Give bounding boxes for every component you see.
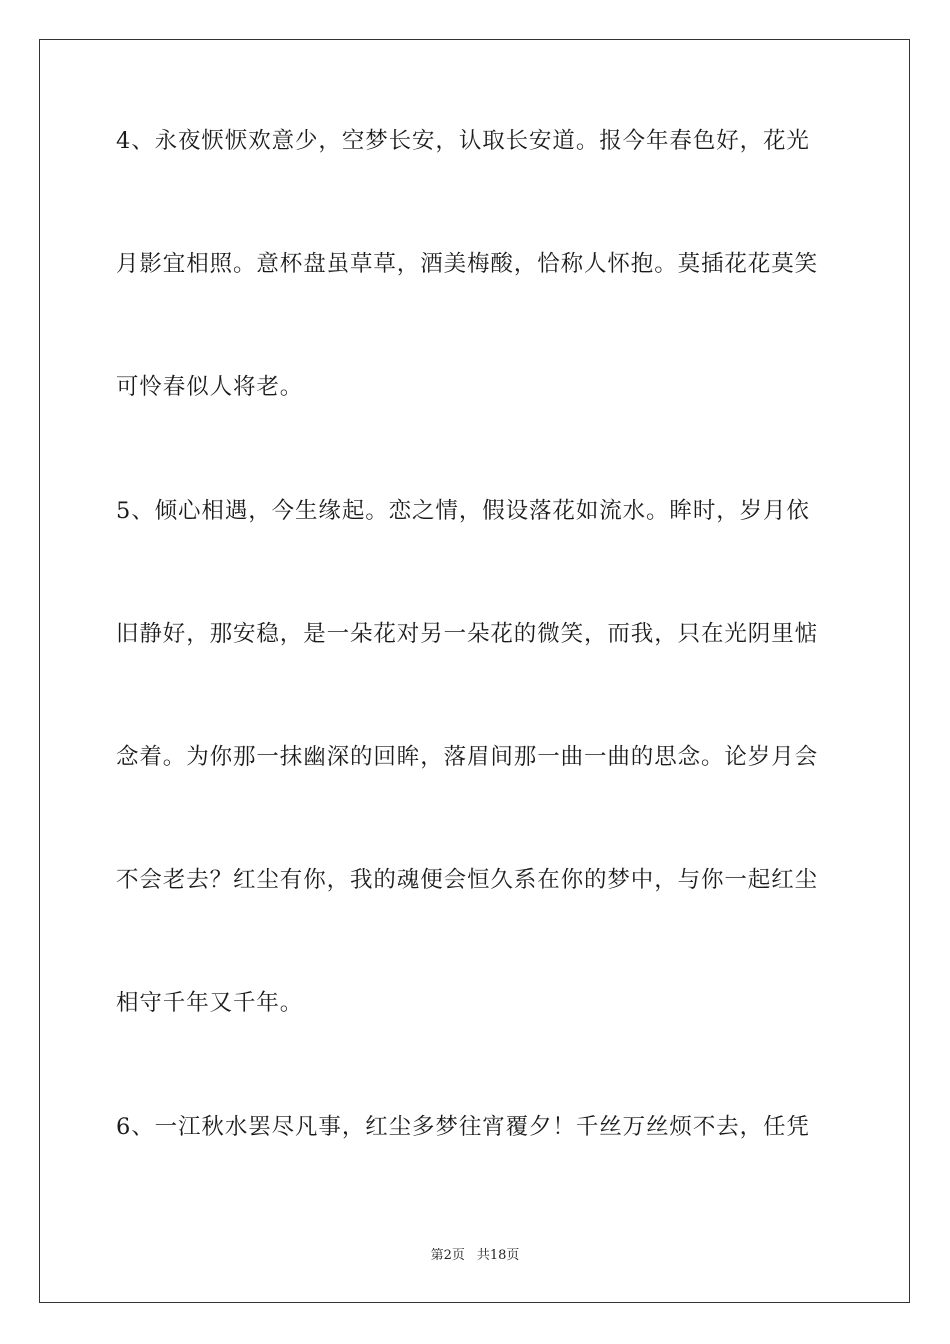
text-line: 相守千年又千年。 — [116, 990, 304, 1016]
text-line: 5、倾心相遇，今生缘起。恋之情，假设落花如流水。眸时，岁月依 — [116, 498, 810, 524]
page-footer — [0, 1248, 950, 1264]
page-number: 第2页 — [430, 1248, 465, 1263]
page-total: 共18页 — [476, 1248, 520, 1263]
text-line: 旧静好，那安稳，是一朵花对另一朵花的微笑，而我，只在光阴里惦 — [116, 621, 819, 647]
text-line: 念着。为你那一抹幽深的回眸，落眉间那一曲一曲的思念。论岁月会 — [116, 744, 819, 770]
document-body — [116, 130, 836, 1239]
text-line: 6、一江秋水罢尽凡事，红尘多梦往宵覆夕！千丝万丝烦不去，任凭 — [116, 1114, 810, 1140]
text-line: 4、永夜恹恹欢意少，空梦长安，认取长安道。报今年春色好，花光 — [116, 128, 810, 154]
text-line: 可怜春似人将老。 — [116, 374, 304, 400]
text-line: 月影宜相照。意杯盘虽草草，酒美梅酸，恰称人怀抱。莫插花花莫笑 — [116, 251, 819, 277]
text-line: 不会老去？红尘有你，我的魂便会恒久系在你的梦中，与你一起红尘 — [116, 867, 819, 893]
